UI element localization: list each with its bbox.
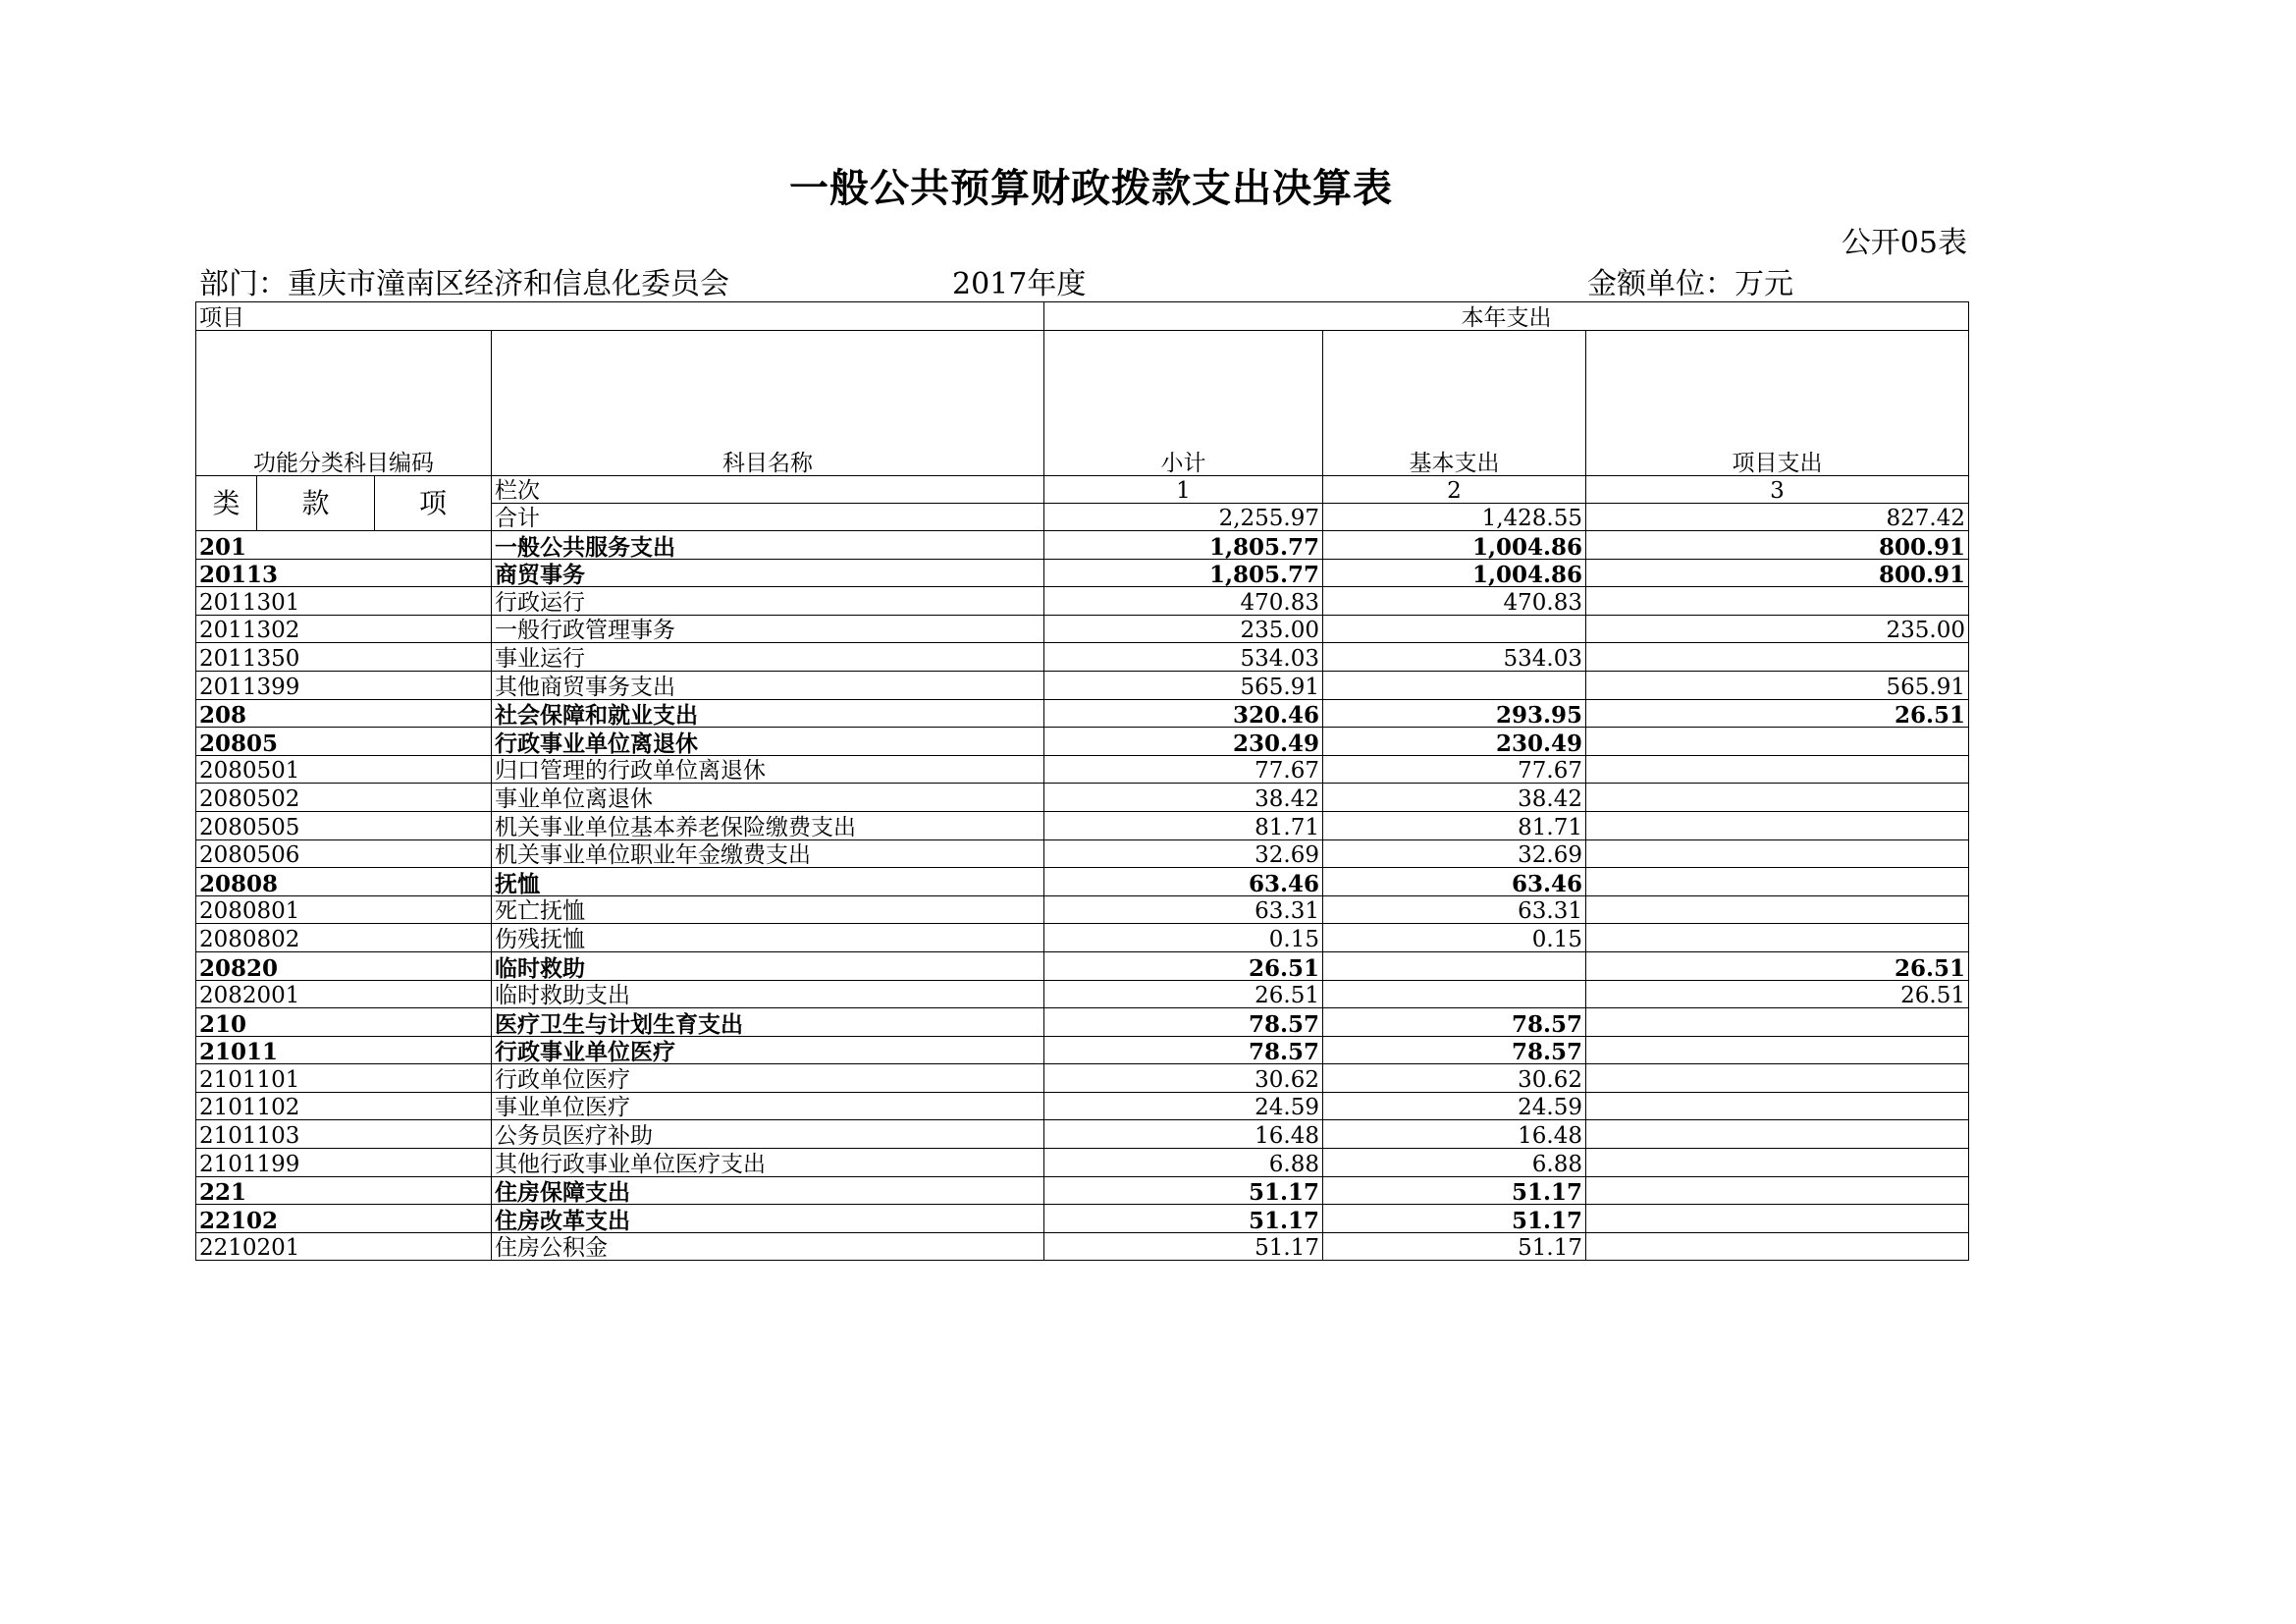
row-basic: 1,004.86 xyxy=(1323,559,1586,587)
row-subtotal: 78.57 xyxy=(1044,1008,1323,1037)
row-name: 死亡抚恤 xyxy=(492,895,1044,924)
table-row xyxy=(196,755,1969,784)
row-project: 800.91 xyxy=(1586,531,1969,560)
table-row xyxy=(196,1120,1969,1149)
row-code: 2080502 xyxy=(196,784,492,812)
row-name: 医疗卫生与计划生育支出 xyxy=(492,1008,1044,1037)
row-basic: 81.71 xyxy=(1323,811,1586,839)
row-code: 20820 xyxy=(196,951,492,980)
row-project xyxy=(1586,1176,1969,1205)
header-name: 科目名称 xyxy=(492,331,1044,476)
table-row xyxy=(196,1036,1969,1064)
row-subtotal: 534.03 xyxy=(1044,643,1323,672)
header-column-1: 1 xyxy=(1044,476,1323,504)
header-code: 功能分类科目编码 xyxy=(196,331,492,476)
row-code: 2101102 xyxy=(196,1092,492,1120)
row-code: 2210201 xyxy=(196,1232,492,1261)
row-name: 其他行政事业单位医疗支出 xyxy=(492,1149,1044,1177)
row-basic: 1,004.86 xyxy=(1323,531,1586,560)
row-code: 2011301 xyxy=(196,587,492,616)
row-code: 21011 xyxy=(196,1036,492,1064)
row-basic: 293.95 xyxy=(1323,699,1586,728)
row-basic: 78.57 xyxy=(1323,1008,1586,1037)
row-basic: 78.57 xyxy=(1323,1036,1586,1064)
row-subtotal: 320.46 xyxy=(1044,699,1323,728)
row-project xyxy=(1586,811,1969,839)
row-subtotal: 6.88 xyxy=(1044,1149,1323,1177)
row-subtotal: 0.15 xyxy=(1044,924,1323,952)
row-project xyxy=(1586,924,1969,952)
department-label: 部门：重庆市潼南区经济和信息化委员会 xyxy=(199,267,729,301)
total-project: 827.42 xyxy=(1586,504,1969,531)
header-project: 项目 xyxy=(196,302,1044,331)
row-name: 机关事业单位职业年金缴费支出 xyxy=(492,839,1044,868)
row-basic xyxy=(1323,671,1586,699)
row-name: 事业运行 xyxy=(492,643,1044,672)
budget-table xyxy=(195,301,1969,1261)
row-code: 2101101 xyxy=(196,1064,492,1093)
table-row xyxy=(196,951,1969,980)
fiscal-year: 2017年度 xyxy=(952,267,1087,301)
row-subtotal: 38.42 xyxy=(1044,784,1323,812)
header-column-no-label: 栏次 xyxy=(492,476,1044,504)
table-row xyxy=(196,1008,1969,1037)
table-row xyxy=(196,615,1969,643)
row-basic: 51.17 xyxy=(1323,1232,1586,1261)
row-project xyxy=(1586,868,1969,896)
row-subtotal: 77.67 xyxy=(1044,755,1323,784)
table-row xyxy=(196,699,1969,728)
header-subtotal: 小计 xyxy=(1044,331,1323,476)
row-subtotal: 1,805.77 xyxy=(1044,559,1323,587)
row-subtotal: 30.62 xyxy=(1044,1064,1323,1093)
row-project xyxy=(1586,1036,1969,1064)
row-basic: 30.62 xyxy=(1323,1064,1586,1093)
row-code: 20808 xyxy=(196,868,492,896)
row-project xyxy=(1586,1205,1969,1233)
row-name: 事业单位医疗 xyxy=(492,1092,1044,1120)
row-project xyxy=(1586,755,1969,784)
row-basic: 470.83 xyxy=(1323,587,1586,616)
row-code: 20113 xyxy=(196,559,492,587)
row-name: 社会保障和就业支出 xyxy=(492,699,1044,728)
row-project xyxy=(1586,1232,1969,1261)
table-row xyxy=(196,643,1969,672)
row-code: 2080802 xyxy=(196,924,492,952)
row-name: 住房保障支出 xyxy=(492,1176,1044,1205)
row-basic: 230.49 xyxy=(1323,728,1586,756)
row-name: 一般公共服务支出 xyxy=(492,531,1044,560)
row-subtotal: 63.31 xyxy=(1044,895,1323,924)
table-row xyxy=(196,980,1969,1008)
row-project: 800.91 xyxy=(1586,559,1969,587)
header-project-expense: 项目支出 xyxy=(1586,331,1969,476)
table-row xyxy=(196,1092,1969,1120)
row-project: 235.00 xyxy=(1586,615,1969,643)
row-project: 565.91 xyxy=(1586,671,1969,699)
row-subtotal: 51.17 xyxy=(1044,1176,1323,1205)
row-subtotal: 1,805.77 xyxy=(1044,531,1323,560)
row-code: 221 xyxy=(196,1176,492,1205)
row-project xyxy=(1586,587,1969,616)
table-row xyxy=(196,1149,1969,1177)
row-project xyxy=(1586,728,1969,756)
row-basic: 16.48 xyxy=(1323,1120,1586,1149)
row-code: 2080505 xyxy=(196,811,492,839)
page-title: 一般公共预算财政拨款支出决算表 xyxy=(789,166,1393,211)
row-subtotal: 81.71 xyxy=(1044,811,1323,839)
row-code: 2080501 xyxy=(196,755,492,784)
row-subtotal: 26.51 xyxy=(1044,951,1323,980)
row-subtotal: 26.51 xyxy=(1044,980,1323,1008)
row-project xyxy=(1586,784,1969,812)
row-code: 201 xyxy=(196,531,492,560)
table-row xyxy=(196,895,1969,924)
header-basic: 基本支出 xyxy=(1323,331,1586,476)
row-name: 行政单位医疗 xyxy=(492,1064,1044,1093)
row-basic: 51.17 xyxy=(1323,1176,1586,1205)
row-subtotal: 63.46 xyxy=(1044,868,1323,896)
header-category-xiang: 项 xyxy=(375,476,492,531)
row-code: 2011302 xyxy=(196,615,492,643)
row-name: 商贸事务 xyxy=(492,559,1044,587)
row-subtotal: 51.17 xyxy=(1044,1205,1323,1233)
header-column-3: 3 xyxy=(1586,476,1969,504)
header-current-year-expense: 本年支出 xyxy=(1044,302,1969,331)
header-row-main xyxy=(196,331,1969,476)
row-basic xyxy=(1323,615,1586,643)
table-row xyxy=(196,924,1969,952)
total-label: 合计 xyxy=(492,504,1044,531)
row-project xyxy=(1586,643,1969,672)
row-name: 归口管理的行政单位离退休 xyxy=(492,755,1044,784)
row-name: 行政事业单位医疗 xyxy=(492,1036,1044,1064)
row-basic: 77.67 xyxy=(1323,755,1586,784)
row-project xyxy=(1586,1149,1969,1177)
row-basic: 63.46 xyxy=(1323,868,1586,896)
row-name: 一般行政管理事务 xyxy=(492,615,1044,643)
table-row xyxy=(196,1064,1969,1093)
row-code: 22102 xyxy=(196,1205,492,1233)
table-row xyxy=(196,784,1969,812)
header-category-kuan: 款 xyxy=(257,476,375,531)
table-row xyxy=(196,868,1969,896)
amount-unit: 金额单位：万元 xyxy=(1587,267,1793,301)
row-subtotal: 235.00 xyxy=(1044,615,1323,643)
row-code: 210 xyxy=(196,1008,492,1037)
row-basic xyxy=(1323,951,1586,980)
row-basic: 0.15 xyxy=(1323,924,1586,952)
row-subtotal: 565.91 xyxy=(1044,671,1323,699)
row-name: 公务员医疗补助 xyxy=(492,1120,1044,1149)
table-row xyxy=(196,531,1969,560)
row-basic xyxy=(1323,980,1586,1008)
row-code: 2080506 xyxy=(196,839,492,868)
row-code: 2101199 xyxy=(196,1149,492,1177)
row-name: 机关事业单位基本养老保险缴费支出 xyxy=(492,811,1044,839)
row-code: 2011399 xyxy=(196,671,492,699)
header-column-2: 2 xyxy=(1323,476,1586,504)
table-row xyxy=(196,1205,1969,1233)
row-project xyxy=(1586,1008,1969,1037)
row-basic: 63.31 xyxy=(1323,895,1586,924)
row-code: 2082001 xyxy=(196,980,492,1008)
table-row xyxy=(196,1232,1969,1261)
header-category-lei: 类 xyxy=(196,476,257,531)
row-subtotal: 16.48 xyxy=(1044,1120,1323,1149)
table-row xyxy=(196,728,1969,756)
row-basic: 32.69 xyxy=(1323,839,1586,868)
row-name: 其他商贸事务支出 xyxy=(492,671,1044,699)
row-project xyxy=(1586,1092,1969,1120)
row-project: 26.51 xyxy=(1586,699,1969,728)
row-name: 抚恤 xyxy=(492,868,1044,896)
row-subtotal: 51.17 xyxy=(1044,1232,1323,1261)
row-code: 20805 xyxy=(196,728,492,756)
row-project xyxy=(1586,895,1969,924)
row-basic: 534.03 xyxy=(1323,643,1586,672)
row-subtotal: 32.69 xyxy=(1044,839,1323,868)
row-subtotal: 470.83 xyxy=(1044,587,1323,616)
table-row xyxy=(196,587,1969,616)
header-row-column-numbers xyxy=(196,476,1969,504)
row-basic: 38.42 xyxy=(1323,784,1586,812)
row-basic: 51.17 xyxy=(1323,1205,1586,1233)
row-project: 26.51 xyxy=(1586,980,1969,1008)
row-subtotal: 78.57 xyxy=(1044,1036,1323,1064)
header-row-top xyxy=(196,302,1969,331)
row-code: 2011350 xyxy=(196,643,492,672)
row-name: 临时救助 xyxy=(492,951,1044,980)
row-code: 2101103 xyxy=(196,1120,492,1149)
row-name: 临时救助支出 xyxy=(492,980,1044,1008)
table-row xyxy=(196,839,1969,868)
table-row xyxy=(196,671,1969,699)
row-name: 住房改革支出 xyxy=(492,1205,1044,1233)
row-subtotal: 230.49 xyxy=(1044,728,1323,756)
row-subtotal: 24.59 xyxy=(1044,1092,1323,1120)
table-row xyxy=(196,559,1969,587)
row-basic: 6.88 xyxy=(1323,1149,1586,1177)
table-row xyxy=(196,1176,1969,1205)
row-name: 住房公积金 xyxy=(492,1232,1044,1261)
row-name: 事业单位离退休 xyxy=(492,784,1044,812)
row-basic: 24.59 xyxy=(1323,1092,1586,1120)
form-number: 公开05表 xyxy=(1841,226,1967,260)
row-code: 2080801 xyxy=(196,895,492,924)
row-project xyxy=(1586,1120,1969,1149)
row-name: 行政事业单位离退休 xyxy=(492,728,1044,756)
total-subtotal: 2,255.97 xyxy=(1044,504,1323,531)
row-name: 伤残抚恤 xyxy=(492,924,1044,952)
row-project: 26.51 xyxy=(1586,951,1969,980)
row-project xyxy=(1586,839,1969,868)
row-project xyxy=(1586,1064,1969,1093)
row-code: 208 xyxy=(196,699,492,728)
table-row xyxy=(196,811,1969,839)
row-name: 行政运行 xyxy=(492,587,1044,616)
total-basic: 1,428.55 xyxy=(1323,504,1586,531)
